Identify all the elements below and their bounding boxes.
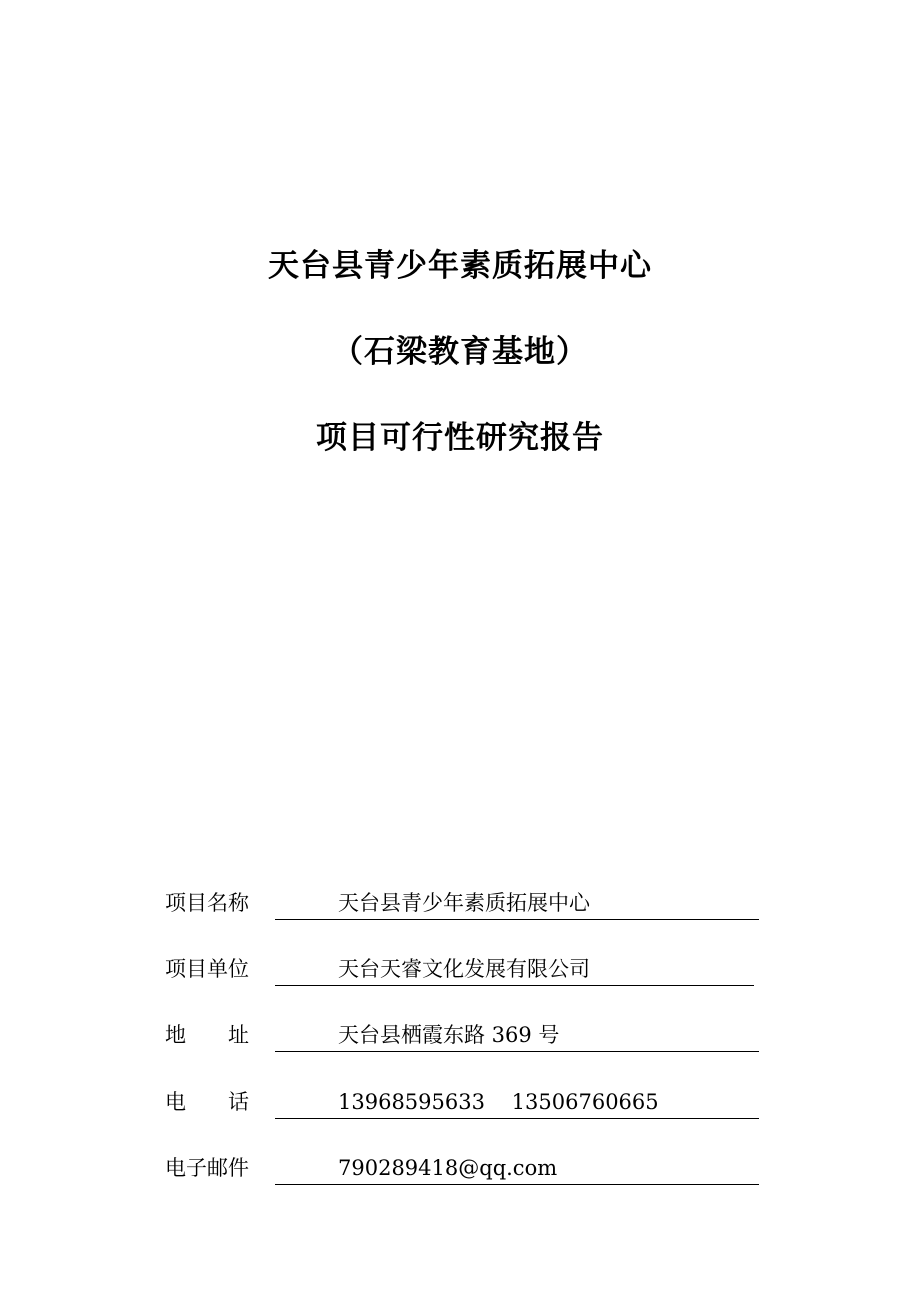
project-name-row	[165, 888, 760, 924]
phone-label: 电 话	[165, 1090, 249, 1114]
project-unit-label: 项目单位	[165, 957, 249, 981]
cover-title-line-2: （石梁教育基地）	[332, 334, 588, 370]
project-name-value: 天台县青少年素质拓展中心	[338, 891, 590, 915]
email-underline	[275, 1153, 759, 1185]
email-value: 790289418@qq.com	[338, 1156, 558, 1180]
phone-row	[165, 1087, 760, 1123]
email-label: 电子邮件	[165, 1156, 249, 1180]
project-unit-value: 天台天睿文化发展有限公司	[338, 957, 590, 981]
email-row	[165, 1153, 760, 1189]
phone-underline	[275, 1087, 759, 1119]
project-unit-row	[165, 954, 760, 990]
address-label: 地 址	[165, 1023, 249, 1047]
cover-title-line-1: 天台县青少年素质拓展中心	[268, 248, 652, 284]
address-underline	[275, 1020, 759, 1052]
phone-value: 13968595633 13506760665	[338, 1090, 659, 1114]
project-name-underline	[275, 888, 759, 920]
cover-title-line-3: 项目可行性研究报告	[316, 420, 604, 456]
address-value: 天台县栖霞东路 369 号	[338, 1023, 560, 1047]
address-row	[165, 1020, 760, 1056]
project-name-label: 项目名称	[165, 891, 249, 915]
project-unit-underline	[275, 954, 754, 986]
